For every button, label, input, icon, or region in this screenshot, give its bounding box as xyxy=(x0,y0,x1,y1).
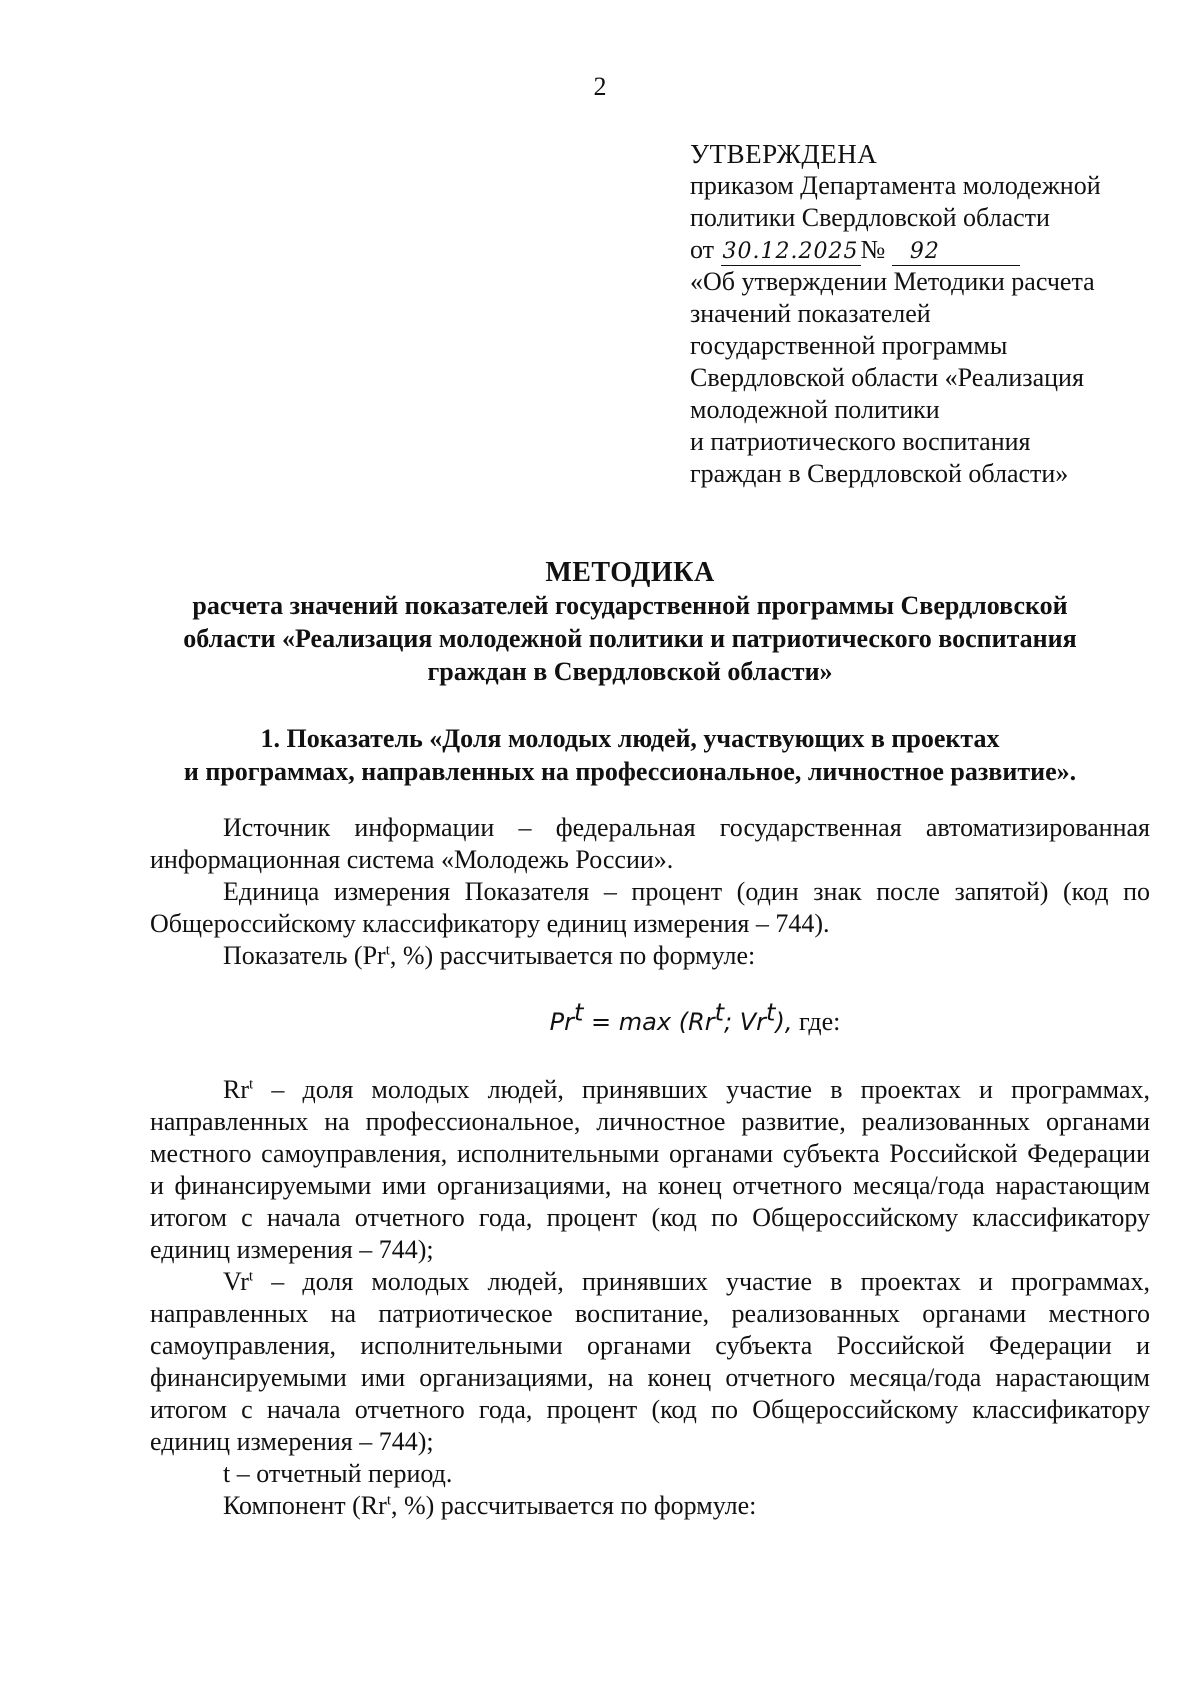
definition-text: – доля молодых людей, принявших участие в проектах и программах, направленных на профессиональное, личностное развитие, реализованных органами местного самоуправления, исполнительными органами субъекта Российской Федерации и финансируемыми ими организациями, на конец отчетного месяца/года нарастающим итогом с начала отчетного года, процент (код по Общероссийскому классификатору единиц измерения – 744); xyxy=(150,1075,1150,1264)
approval-stamp: УТВЕРЖДЕНА xyxy=(690,139,878,169)
component-intro-post: , %) рассчитывается по формуле: xyxy=(390,1491,757,1520)
component-intro xyxy=(150,1490,1150,1522)
handwritten-date: 30.12.2025 xyxy=(721,239,861,266)
formula-intro-pre: Показатель (Pr xyxy=(223,941,386,970)
formula-where: где: xyxy=(792,1007,841,1036)
superscript: t xyxy=(714,998,725,1027)
approval-title-line: Свердловской области «Реализация xyxy=(690,363,1084,392)
formula xyxy=(150,998,1150,1038)
section-heading-line: и программах, направленных на профессиональное, личностное развитие». xyxy=(183,757,1077,786)
title-main: МЕТОДИКА xyxy=(545,557,715,588)
title-line: граждан в Свердловской области» xyxy=(427,657,833,686)
superscript: t xyxy=(574,998,584,1027)
formula-eq: = max (Rr xyxy=(583,1008,715,1036)
superscript: t xyxy=(766,998,776,1027)
document-title xyxy=(140,556,1120,688)
approval-line: приказом Департамента молодежной xyxy=(690,171,1101,200)
formula-intro-post: , %) рассчитывается по формуле: xyxy=(389,941,756,970)
definition-rr xyxy=(150,1074,1150,1266)
superscript: t xyxy=(385,942,390,959)
section-heading-line: 1. Показатель «Доля молодых людей, участвующих в проектах xyxy=(260,724,1000,753)
superscript: t xyxy=(248,1268,254,1285)
handwritten-number: 92 xyxy=(892,239,1020,266)
approval-date-line xyxy=(690,234,1170,266)
approval-title-line: «Об утверждении Методики расчета xyxy=(690,267,1095,296)
definition-symbol: Vr xyxy=(223,1267,249,1296)
approval-title-line: государственной программы xyxy=(690,331,1008,360)
approval-title-line: значений показателей xyxy=(690,299,931,328)
formula-intro xyxy=(150,940,1150,972)
approval-block xyxy=(690,138,1170,490)
page-number: 2 xyxy=(593,72,607,101)
from-label: от xyxy=(690,235,715,264)
definition-text: – доля молодых людей, принявших участие в проектах и программах, направленных на патриотическое воспитание, реализованных органами местного самоуправления, исполнительными органами субъекта Российской Федерации и финансируемыми ими организациями, на конец отчетного месяца/года нарастающим итогом с начала отчетного года, процент (код по Общероссийскому классификатору единиц измерения – 744); xyxy=(150,1267,1150,1456)
unit-paragraph: Единица измерения Показателя – процент (один знак после запятой) (код по Общероссийскому классификатору единиц измерения – 744). xyxy=(150,877,1150,938)
formula-close: ), xyxy=(775,1008,793,1036)
approval-line: политики Свердловской области xyxy=(690,203,1050,232)
formula-sep: ; Vr xyxy=(724,1008,767,1036)
section-body xyxy=(150,812,1150,1522)
definition-vr xyxy=(150,1266,1150,1458)
definition-symbol: Rr xyxy=(223,1075,249,1104)
definition-t: t – отчетный период. xyxy=(223,1459,453,1488)
approval-title-line: и патриотического воспитания xyxy=(690,427,1031,456)
approval-title-line: молодежной политики xyxy=(690,395,940,424)
superscript: t xyxy=(249,1076,254,1093)
component-intro-pre: Компонент (Rr xyxy=(223,1491,387,1520)
title-line: области «Реализация молодежной политики и патриотического воспитания xyxy=(183,624,1077,653)
number-label: № xyxy=(860,235,886,264)
formula-lhs: Pr xyxy=(549,1008,574,1036)
approval-title-line: граждан в Свердловской области» xyxy=(690,459,1069,488)
superscript: t xyxy=(386,1492,391,1509)
source-paragraph: Источник информации – федеральная государственная автоматизированная информационная система «Молодежь России». xyxy=(150,813,1150,874)
section-heading xyxy=(140,722,1120,788)
title-line: расчета значений показателей государственной программы Свердловской xyxy=(192,591,1068,620)
